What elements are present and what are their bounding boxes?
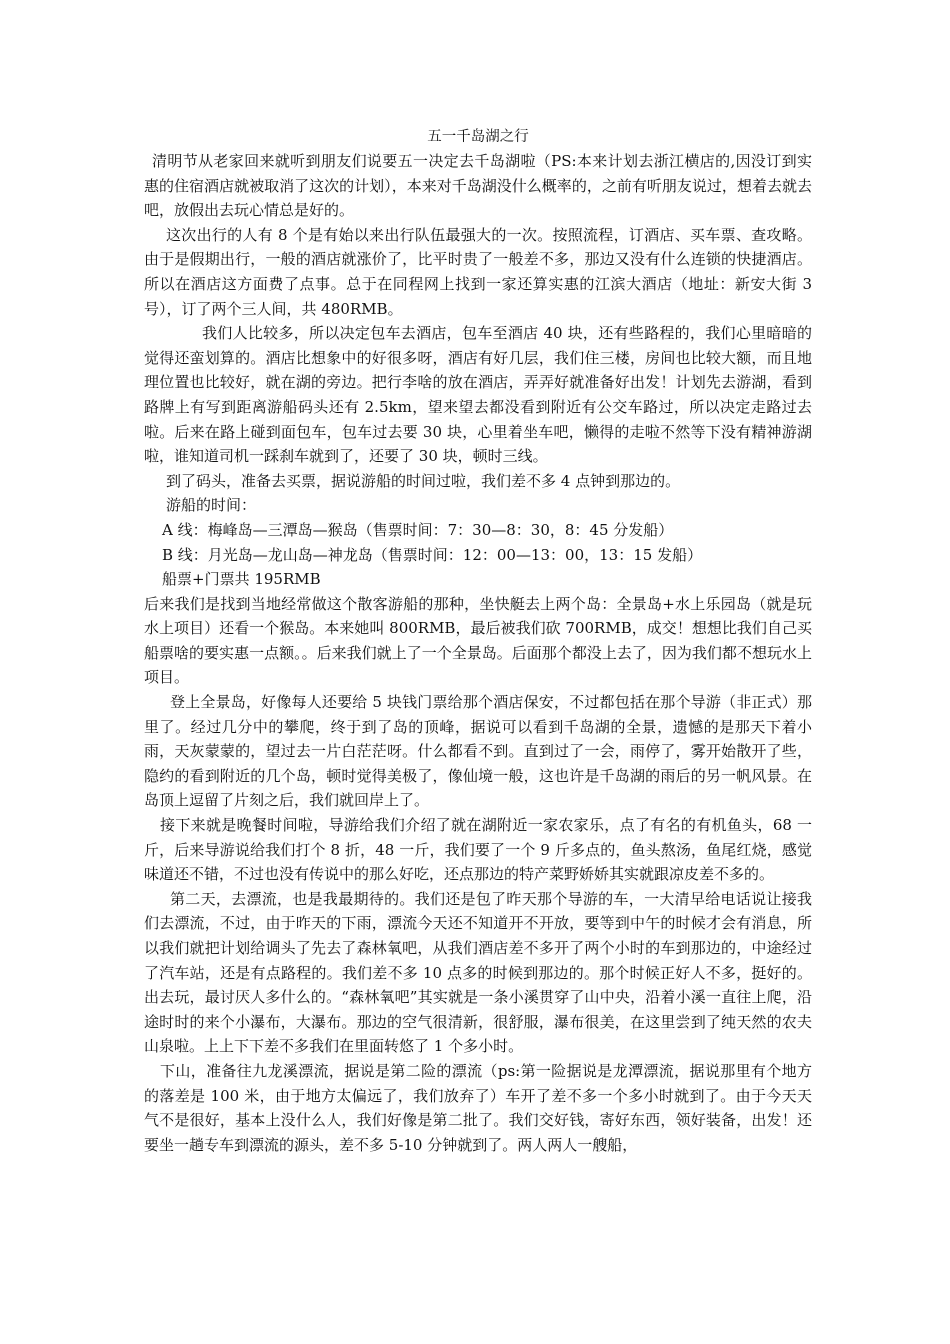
document-page <box>144 126 812 1157</box>
paragraph: A 线：梅峰岛—三潭岛—猴岛（售票时间：7：30—8：30，8：45 分发船） <box>162 520 674 539</box>
paragraph: 登上全景岛，好像每人还要给 5 块钱门票给那个酒店保安，不过都包括在那个导游（非正式）那里了。经过几分中的攀爬，终于到了岛的顶峰，据说可以看到千岛湖的全景，遗憾的是那天下着小雨，天灰蒙蒙的，望过去一片白茫茫呀。什么都看不到。直到过了一会，雨停了，雾开始散开了些，隐约的看到附近的几个岛，顿时觉得美极了，像仙境一般，这也许是千岛湖的雨后的另一帆风景。在岛顶上逗留了片刻之后，我们就回岸上了。 <box>144 693 812 810</box>
paragraph: 我们人比较多，所以决定包车去酒店，包车至酒店 40 块，还有些路程的，我们心里暗暗的觉得还蛮划算的。酒店比想象中的好很多呀，酒店有好几层，我们住三楼，房间也比较大额，而且地理位置也比较好，就在湖的旁边。把行李啥的放在酒店，弄弄好就准备好出发！计划先去游湖，看到路牌上有写到距离游船码头还有 2.5km，望来望去都没看到附近有公交车路过，所以决定走路过去啦。后来在路上碰到面包车，包车过去要 30 块，心里着坐车吧，懒得的走啦不然等下没有精神游湖啦，谁知道司机一踩刹车就到了，还要了 30 块，顿时三线。 <box>144 324 812 466</box>
paragraph: 到了码头，准备去买票，据说游船的时间过啦，我们差不多 4 点钟到那边的。 <box>166 471 681 490</box>
paragraph: 接下来就是晚餐时间啦，导游给我们介绍了就在湖附近一家农家乐，点了有名的有机鱼头，68 一斤，后来导游说给我们打个 8 折，48 一斤，我们要了一个 9 斤多点的，鱼头熬汤，鱼尾红烧，感觉味道还不错，不过也没有传说中的那么好吃，还点那边的特产菜野娇娇其实就跟凉皮差不多的。 <box>144 816 812 884</box>
paragraph: 游船的时间： <box>166 496 257 515</box>
paragraph: 这次出行的人有 8 个是有始以来出行队伍最强大的一次。按照流程，订酒店、买车票、查攻略。由于是假期出行，一般的酒店就涨价了，比平时贵了一般差不多，那边又没有什么连锁的快捷酒店。所以在酒店这方面费了点事。总于在同程网上找到一家还算实惠的江滨大酒店（地址：新安大街 3 号），订了两个三人间，共 480RMB。 <box>144 225 812 318</box>
paragraph: 船票+门票共 195RMB <box>162 570 321 589</box>
paragraph: B 线：月光岛—龙山岛—神龙岛（售票时间：12：00—13：00，13：15 发船） <box>162 545 703 564</box>
paragraph: 下山，准备往九龙溪漂流，据说是第二险的漂流（ps:第一险据说是龙潭漂流，据说那里有个地方的落差是 100 米，由于地方太偏远了，我们放弃了）车开了差不多一个多小时就到了。由于今天天气不是很好，基本上没什么人，我们好像是第二批了。我们交好钱，寄好东西，领好装备，出发！还要坐一趟专车到漂流的源头，差不多 5-10 分钟就到了。两人两人一艘船， <box>144 1061 812 1154</box>
paragraph: 清明节从老家回来就听到朋友们说要五一决定去千岛湖啦（PS:本来计划去浙江横店的,因没订到实惠的住宿酒店就被取消了这次的计划），本来对千岛湖没什么概率的，之前有听朋友说过，想着去就去吧，放假出去玩心情总是好的。 <box>144 152 812 220</box>
paragraph: 第二天，去漂流，也是我最期待的。我们还是包了昨天那个导游的车，一大清早给电话说让接我们去漂流，不过，由于昨天的下雨，漂流今天还不知道开不开放，要等到中午的时候才会有消息，所以我们就把计划给调头了先去了森林氧吧，从我们酒店差不多开了两个小时的车到那边的，中途经过了汽车站，还是有点路程的。我们差不多 10 点多的时候到那边的。那个时候正好人不多，挺好的。出去玩，最讨厌人多什么的。“森林氧吧”其实就是一条小溪贯穿了山中央，沿着小溪一直往上爬，沿途时时的来个小瀑布，大瀑布。那边的空气很清新，很舒服，瀑布很美，在这里尝到了纯天然的农夫山泉啦。上上下下差不多我们在里面转悠了 1 个多小时。 <box>144 889 812 1056</box>
document-title: 五一千岛湖之行 <box>427 129 529 145</box>
paragraph: 后来我们是找到当地经常做这个散客游船的那种，坐快艇去上两个岛：全景岛+水上乐园岛（就是玩水上项目）还看一个猴岛。本来她叫 800RMB，最后被我们砍 700RMB，成交！想想比我们自己买船票啥的要实惠一点额。。后来我们就上了一个全景岛。后面那个都没上去了，因为我们都不想玩水上项目。 <box>144 594 812 687</box>
document-body <box>144 149 812 1157</box>
